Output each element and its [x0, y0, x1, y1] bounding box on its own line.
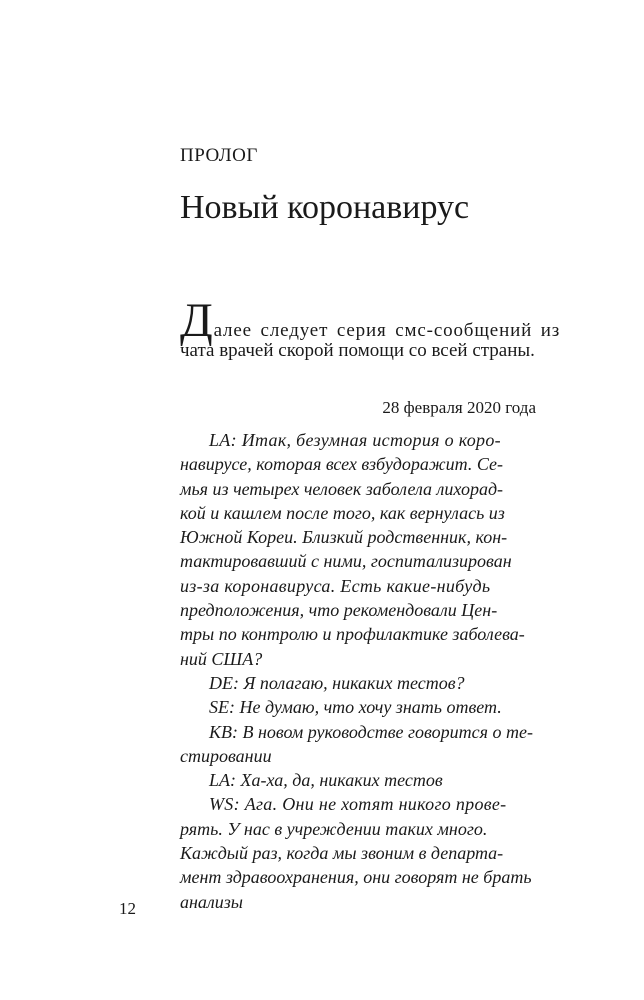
- chat-line: рять. У нас в учреждении таких много.: [180, 818, 488, 839]
- chat-line: из-за коронавируса. Есть какие-нибудь: [180, 575, 491, 596]
- chapter-label: ПРОЛОГ: [180, 145, 258, 166]
- chat-line: Каждый раз, когда мы звоним в департа-: [180, 843, 504, 864]
- chat-line: стировании: [180, 745, 272, 766]
- chat-line: LA: Итак, безумная история о коро-: [209, 430, 501, 450]
- page-number: 12: [119, 899, 136, 918]
- chat-line: тры по контролю и профилактике заболева-: [180, 624, 525, 645]
- intro-line-2: чата врачей скорой помощи со всей страны.: [180, 340, 535, 361]
- chat-line: DE: Я полагаю, никаких тестов?: [209, 672, 465, 693]
- chat-line: анализы: [180, 891, 243, 912]
- chat-line: Южной Кореи. Близкий родственник, кон-: [180, 527, 508, 548]
- chat-line: мья из четырех человек заболела лихорад-: [180, 478, 504, 499]
- date-heading: 28 февраля 2020 года: [382, 398, 536, 417]
- intro-paragraph: [180, 294, 561, 366]
- chat-transcript: [180, 428, 536, 914]
- chat-line: LA: Ха-ха, да, никаких тестов: [209, 770, 443, 791]
- chat-line: SE: Не думаю, что хочу знать ответ.: [209, 697, 502, 718]
- chat-line: WS: Ага. Они не хотят никого прове-: [209, 794, 507, 815]
- chat-line: ний США?: [180, 648, 263, 669]
- chat-line: KB: В новом руководстве говорится о те-: [209, 721, 533, 742]
- chat-line: предположения, что рекомендовали Цен-: [180, 600, 498, 621]
- chat-line: кой и кашлем после того, как вернулась из: [180, 502, 505, 523]
- chapter-title: Новый коронавирус: [180, 189, 470, 226]
- intro-line-1: [180, 294, 561, 347]
- chat-line: мент здравоохранения, они говорят не брать: [180, 867, 532, 888]
- chat-line: навирусе, которая всех взбудоражит. Се-: [180, 454, 503, 475]
- chat-line: тактировавший с ними, госпитализирован: [180, 551, 512, 572]
- drop-cap: Д: [180, 294, 214, 347]
- intro-line-1-text: алее следует серия смс-сообщений из: [213, 320, 561, 341]
